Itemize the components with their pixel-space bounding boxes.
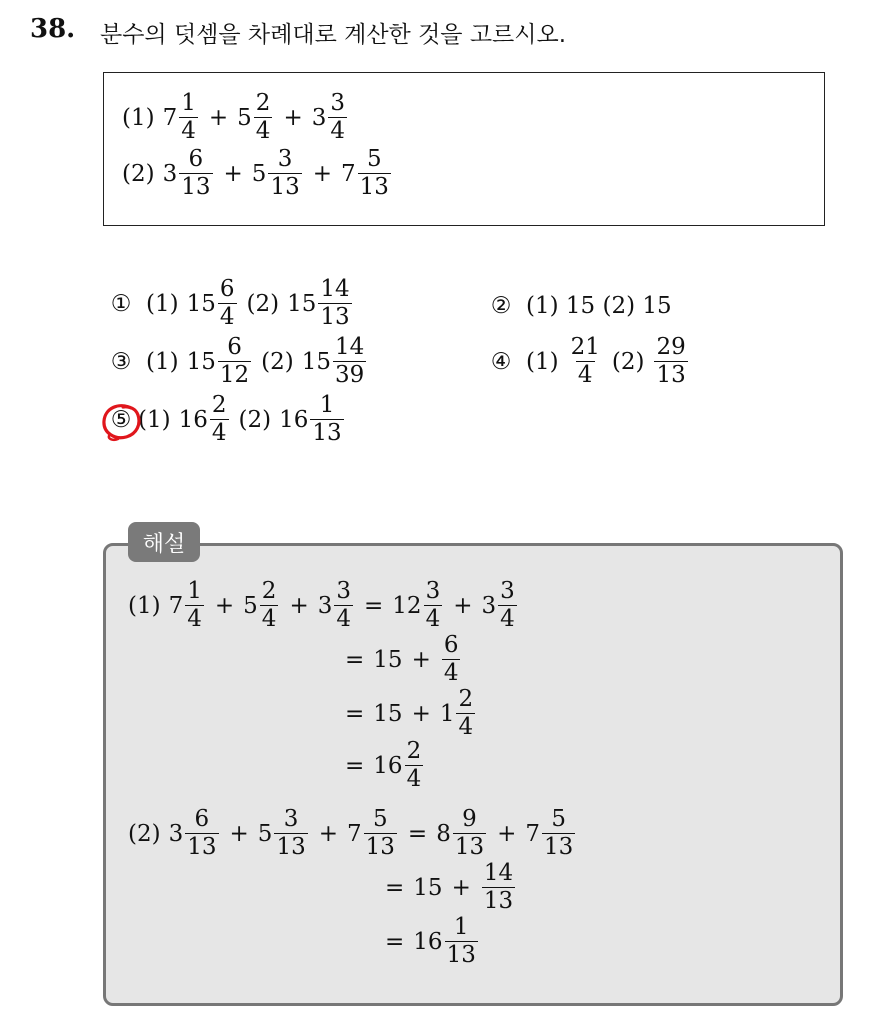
plus-sign: +	[208, 104, 229, 131]
part-label: (1)	[526, 348, 559, 375]
whole: 15	[413, 874, 443, 901]
choice-4[interactable]	[484, 336, 690, 387]
whole: 3	[317, 592, 333, 619]
part-label: (2)	[246, 290, 280, 317]
part-label: (1)	[128, 592, 161, 619]
fraction	[482, 862, 515, 913]
numerator: 2	[406, 738, 422, 764]
denominator: 4	[211, 420, 227, 446]
denominator: 4	[458, 714, 474, 740]
fraction	[569, 336, 602, 387]
denominator: 13	[359, 174, 389, 200]
whole: 3	[481, 592, 497, 619]
choice-3[interactable]	[104, 336, 368, 387]
choice-2[interactable]	[484, 293, 672, 319]
fraction	[456, 688, 475, 739]
fraction	[318, 278, 351, 329]
fraction	[445, 916, 478, 967]
numerator: 3	[330, 90, 345, 116]
fraction	[453, 808, 486, 859]
numerator: 29	[656, 334, 686, 360]
whole: 15	[186, 348, 216, 375]
numerator: 9	[462, 806, 477, 832]
whole: 12	[392, 592, 422, 619]
fraction	[442, 634, 461, 685]
numerator: 6	[219, 276, 235, 302]
plus-sign: +	[223, 160, 243, 187]
part-label: (2)	[261, 348, 294, 375]
whole: 7	[168, 592, 184, 619]
denominator: 4	[187, 606, 202, 632]
denominator: 4	[500, 606, 515, 632]
part-label: (1)	[138, 406, 171, 433]
part-label: (1)	[146, 348, 179, 375]
whole: 15	[186, 290, 216, 317]
fraction	[542, 808, 575, 859]
numerator: 6	[227, 334, 242, 360]
denominator: 13	[365, 834, 395, 860]
numerator: 2	[255, 90, 271, 116]
denominator: 13	[320, 304, 350, 330]
whole: 3	[162, 160, 178, 187]
part-label: (2)	[238, 406, 272, 433]
denominator: 13	[276, 834, 306, 860]
whole: 5	[251, 160, 267, 187]
numerator: 21	[570, 334, 600, 360]
whole: 16	[279, 406, 309, 433]
plus-sign: +	[283, 104, 303, 131]
solution-1-line-2	[336, 634, 462, 685]
part-label: (2)	[128, 820, 161, 847]
denominator: 4	[425, 606, 441, 632]
denominator: 4	[261, 606, 277, 632]
numerator: 3	[500, 578, 515, 604]
equals-sign: =	[385, 874, 405, 901]
fraction	[424, 580, 443, 631]
denominator: 4	[406, 766, 422, 792]
plus-sign: +	[453, 592, 473, 619]
numerator: 2	[211, 392, 227, 418]
whole: 3	[168, 820, 184, 847]
choice-1[interactable]	[104, 278, 354, 329]
choice-marker: ③	[110, 348, 132, 375]
equals-sign: =	[345, 700, 365, 727]
numerator: 2	[458, 686, 474, 712]
plus-sign: +	[318, 820, 338, 847]
question-number: 38.	[30, 14, 76, 44]
denominator: 13	[544, 834, 574, 860]
whole: 7	[525, 820, 541, 847]
fraction	[218, 278, 237, 329]
equals-sign: =	[407, 820, 428, 847]
denominator: 13	[270, 174, 300, 200]
fraction	[358, 148, 391, 199]
fraction	[185, 580, 204, 631]
fraction	[179, 92, 198, 143]
denominator: 13	[312, 420, 342, 446]
whole: 15	[301, 348, 332, 375]
solution-2-line-2	[376, 862, 517, 913]
problem-2	[122, 148, 393, 199]
problem-label: (2)	[122, 160, 155, 187]
problem-1	[122, 92, 349, 143]
numerator: 1	[453, 914, 469, 940]
denominator: 4	[443, 660, 459, 686]
solution-2-line-1	[128, 808, 577, 859]
solution-2-line-3	[376, 916, 480, 967]
numerator: 14	[335, 334, 365, 360]
whole: 5	[257, 820, 273, 847]
choice-marker: ①	[110, 290, 132, 317]
plus-sign: +	[214, 592, 235, 619]
fraction	[185, 808, 218, 859]
fraction	[333, 336, 366, 387]
fraction	[328, 92, 347, 143]
numerator: 14	[483, 860, 514, 886]
denominator: 4	[255, 118, 271, 144]
whole: 7	[162, 104, 178, 131]
choice-marker: ⑤	[110, 406, 132, 433]
part-label: (1)	[146, 290, 179, 317]
whole: 15	[373, 646, 403, 673]
whole: 5	[243, 592, 258, 619]
whole: 15	[373, 700, 403, 727]
solution-1-line-1	[128, 580, 519, 631]
whole: 15	[287, 290, 317, 317]
denominator: 13	[446, 942, 476, 968]
denominator: 13	[656, 362, 686, 388]
plus-sign: +	[289, 592, 309, 619]
whole: 16	[373, 752, 403, 779]
fraction	[254, 92, 273, 143]
equals-sign: =	[364, 592, 384, 619]
numerator: 6	[188, 146, 204, 172]
fraction	[210, 394, 229, 445]
denominator: 4	[181, 118, 196, 144]
denominator: 13	[483, 888, 514, 914]
numerator: 6	[194, 806, 210, 832]
plus-sign: +	[451, 874, 471, 901]
question-text: 분수의 덧셈을 차례대로 계산한 것을 고르시오.	[100, 22, 567, 48]
whole: 16	[178, 406, 208, 433]
choice-text: (1) 15 (2) 15	[526, 293, 672, 319]
fraction	[274, 808, 307, 859]
choice-marker: ④	[490, 348, 512, 375]
fraction	[334, 580, 353, 631]
equals-sign: =	[385, 928, 405, 955]
equals-sign: =	[345, 646, 365, 673]
numerator: 3	[425, 578, 441, 604]
numerator: 5	[372, 806, 388, 832]
denominator: 39	[335, 362, 365, 388]
numerator: 3	[283, 806, 299, 832]
numerator: 5	[551, 806, 566, 832]
fraction	[364, 808, 397, 859]
denominator: 13	[454, 834, 485, 860]
numerator: 1	[319, 392, 335, 418]
plus-sign: +	[312, 160, 332, 187]
denominator: 4	[219, 304, 235, 330]
fraction	[260, 580, 279, 631]
whole: 5	[237, 104, 252, 131]
denominator: 12	[219, 362, 250, 388]
numerator: 1	[181, 90, 196, 116]
denominator: 4	[577, 362, 593, 388]
solution-1-line-3	[336, 688, 477, 739]
numerator: 2	[261, 578, 277, 604]
plus-sign: +	[497, 820, 517, 847]
fraction	[268, 148, 301, 199]
fraction	[179, 148, 212, 199]
choice-marker: ②	[490, 293, 512, 319]
answer-mark-circle	[101, 402, 143, 442]
part-label: (2)	[611, 348, 645, 375]
numerator: 14	[320, 276, 350, 302]
fraction	[654, 336, 687, 387]
denominator: 13	[187, 834, 217, 860]
numerator: 3	[277, 146, 293, 172]
denominator: 4	[330, 118, 345, 144]
fraction	[218, 336, 251, 387]
plus-sign: +	[411, 700, 431, 727]
problem-label: (1)	[122, 104, 155, 131]
solution-tag: 해설	[128, 522, 200, 562]
numerator: 6	[443, 632, 459, 658]
whole: 8	[436, 820, 451, 847]
whole: 7	[341, 160, 356, 187]
whole: 3	[311, 104, 327, 131]
whole: 1	[439, 700, 455, 727]
plus-sign: +	[411, 646, 431, 673]
whole: 16	[413, 928, 443, 955]
denominator: 13	[181, 174, 211, 200]
solution-1-line-4	[336, 740, 425, 791]
numerator: 3	[336, 578, 351, 604]
plus-sign: +	[229, 820, 249, 847]
whole: 7	[347, 820, 362, 847]
numerator: 1	[187, 578, 202, 604]
denominator: 4	[336, 606, 351, 632]
equals-sign: =	[345, 752, 365, 779]
fraction	[405, 740, 424, 791]
numerator: 5	[366, 146, 382, 172]
fraction	[310, 394, 343, 445]
fraction	[498, 580, 517, 631]
